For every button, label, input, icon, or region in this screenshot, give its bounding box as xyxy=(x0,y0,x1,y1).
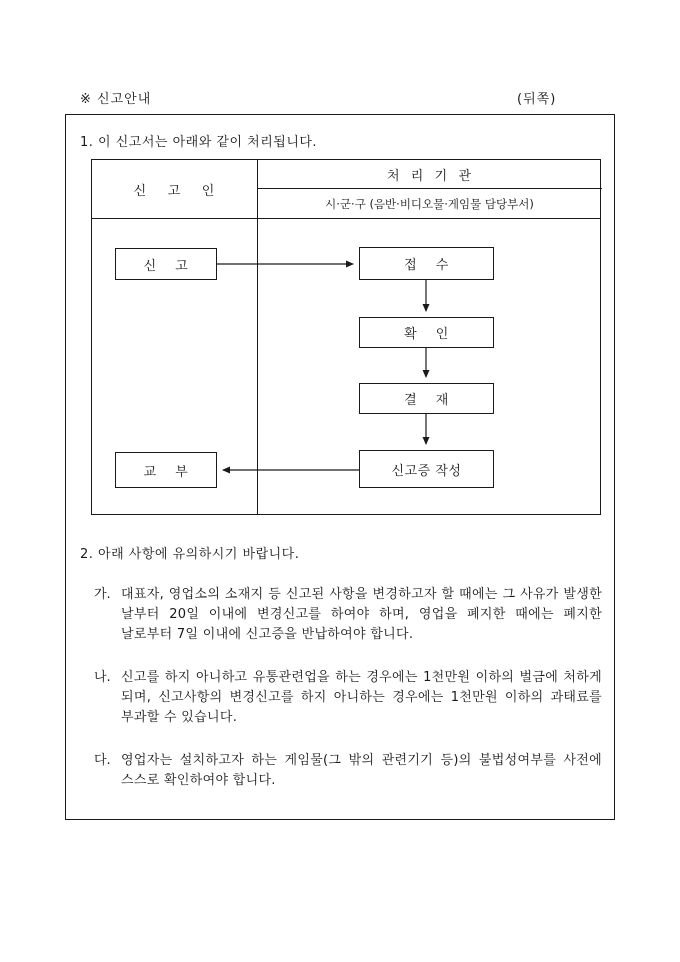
content-border-box xyxy=(65,114,615,820)
process-table xyxy=(91,159,601,515)
reporter-column-header: 신 고 인 xyxy=(133,183,216,199)
flow-box-confirm: 확 인 xyxy=(359,317,494,348)
note-label: 다. xyxy=(94,753,111,768)
note-text: 대표자, 영업소의 소재지 등 신고된 사항을 변경하고자 할 때에는 그 사유가 발생한 날부터 20일 이내에 변경신고를 하여야 하며, 영업을 폐지한 때에는 폐지한 날로부터 7일 이내에 신고증을 반납하여야 합니다. xyxy=(121,587,602,642)
flow-box-receipt: 접 수 xyxy=(359,247,494,280)
notes-list xyxy=(94,585,602,814)
note-text: 신고를 하지 아니하고 유통관련업을 하는 경우에는 1천만원 이하의 벌금에 처하게 되며, 신고사항의 변경신고를 하지 아니하는 경우에는 1천만원 이하의 과태료를 부과할 수 있습니다. xyxy=(121,670,602,725)
section1-title: 1. 이 신고서는 아래와 같이 처리됩니다. xyxy=(80,135,318,150)
note-text: 영업자는 설치하고자 하는 게임물(그 밖의 관련기기 등)의 불법성여부를 사전에 스스로 확인하여야 합니다. xyxy=(121,753,602,788)
doc-title: ※ 신고안내 xyxy=(80,92,152,107)
note-label: 가. xyxy=(94,587,111,602)
list-item xyxy=(94,751,602,791)
flow-box-issue: 교 부 xyxy=(115,452,217,488)
page-side-label: (뒤쪽) xyxy=(517,92,557,107)
agency-column-header: 처 리 기 관 xyxy=(386,168,473,184)
flow-box-report: 신 고 xyxy=(115,248,217,280)
agency-column-subheader: 시·군·구 (음반·비디오물·게임물 담당부서) xyxy=(325,196,534,211)
list-item xyxy=(94,668,602,728)
flow-box-certificate: 신고증 작성 xyxy=(359,450,494,488)
flow-box-approval: 결 재 xyxy=(359,383,494,414)
list-item xyxy=(94,585,602,645)
section2-title: 2. 아래 사항에 유의하시기 바랍니다. xyxy=(80,547,300,562)
note-label: 나. xyxy=(94,670,111,685)
